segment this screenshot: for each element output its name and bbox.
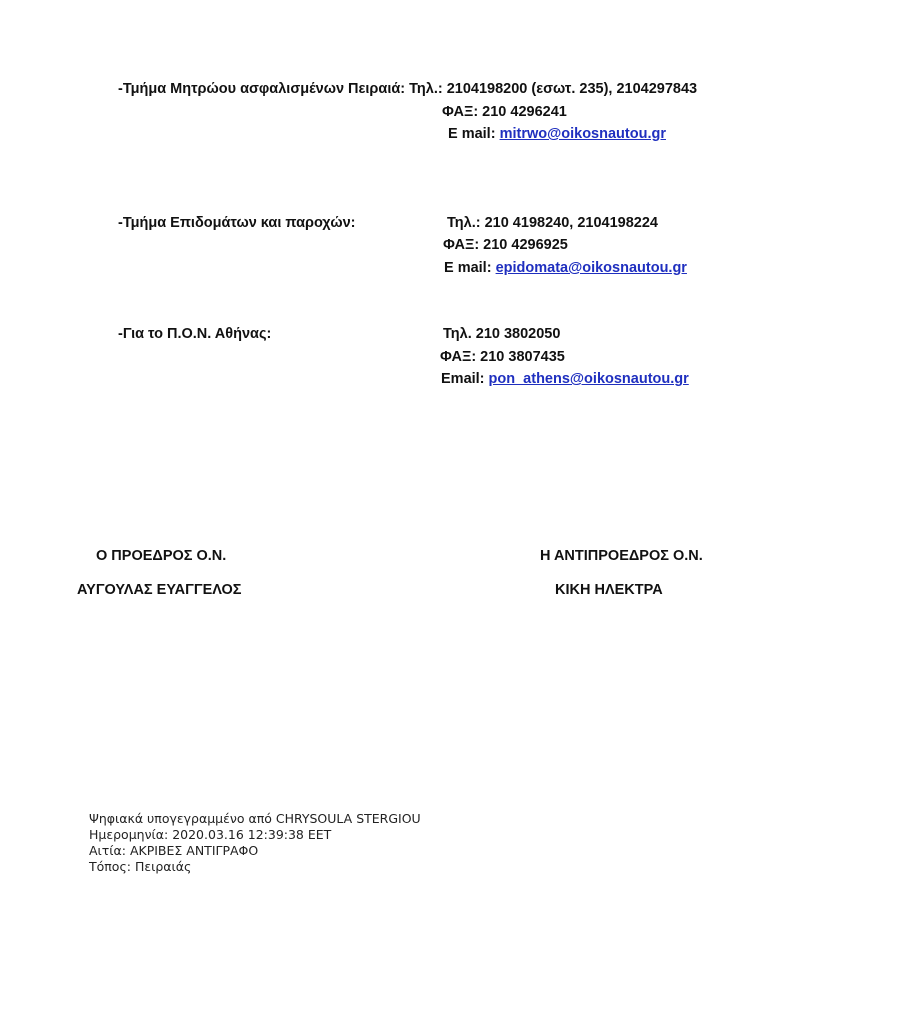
athens-label: -Για το Π.Ο.Ν. Αθήνας: bbox=[118, 326, 272, 342]
athens-fax: ΦΑΞ: 210 3807435 bbox=[440, 349, 565, 365]
registry-contact-line bbox=[118, 80, 697, 98]
benefits-email-label: E mail: bbox=[444, 260, 492, 276]
benefits-fax: ΦΑΞ: 210 4296925 bbox=[443, 237, 568, 253]
president-name: ΑΥΓΟΥΛΑΣ ΕΥΑΓΓΕΛΟΣ bbox=[77, 582, 242, 598]
registry-label: -Τμήμα Μητρώου ασφαλισμένων Πειραιά: bbox=[118, 81, 406, 97]
registry-email-label: E mail: bbox=[448, 126, 496, 142]
vice-president-name: ΚΙΚΗ ΗΛΕΚΤΡΑ bbox=[555, 582, 663, 598]
registry-phone: Τηλ.: 2104198200 (εσωτ. 235), 2104297843 bbox=[409, 81, 698, 97]
benefits-phone: Τηλ.: 210 4198240, 2104198224 bbox=[447, 215, 658, 231]
signature-signed-by: Ψηφιακά υπογεγραμμένο από CHRYSOULA STERGIOU bbox=[89, 811, 421, 826]
president-title: Ο ΠΡΟΕΔΡΟΣ Ο.Ν. bbox=[96, 548, 227, 564]
athens-email-line bbox=[441, 370, 689, 388]
athens-phone: Τηλ. 210 3802050 bbox=[443, 326, 561, 342]
athens-email-label: Email: bbox=[441, 371, 485, 387]
benefits-label: -Τμήμα Επιδομάτων και παροχών: bbox=[118, 215, 356, 231]
benefits-email-link[interactable]: epidomata@oikosnautou.gr bbox=[495, 260, 687, 276]
athens-email-link[interactable]: pon_athens@oikosnautou.gr bbox=[488, 371, 689, 387]
registry-fax: ΦΑΞ: 210 4296241 bbox=[442, 104, 567, 120]
vice-president-title: Η ΑΝΤΙΠΡΟΕΔΡΟΣ Ο.Ν. bbox=[540, 548, 703, 564]
signature-reason: Αιτία: ΑΚΡΙΒΕΣ ΑΝΤΙΓΡΑΦΟ bbox=[89, 843, 259, 858]
digital-signature-block bbox=[89, 811, 421, 875]
registry-email-line bbox=[448, 125, 666, 143]
signature-date: Ημερομηνία: 2020.03.16 12:39:38 EET bbox=[89, 827, 332, 842]
registry-email-link[interactable]: mitrwo@oikosnautou.gr bbox=[499, 126, 666, 142]
benefits-email-line bbox=[444, 259, 687, 277]
signature-location: Τόπος: Πειραιάς bbox=[89, 859, 192, 874]
